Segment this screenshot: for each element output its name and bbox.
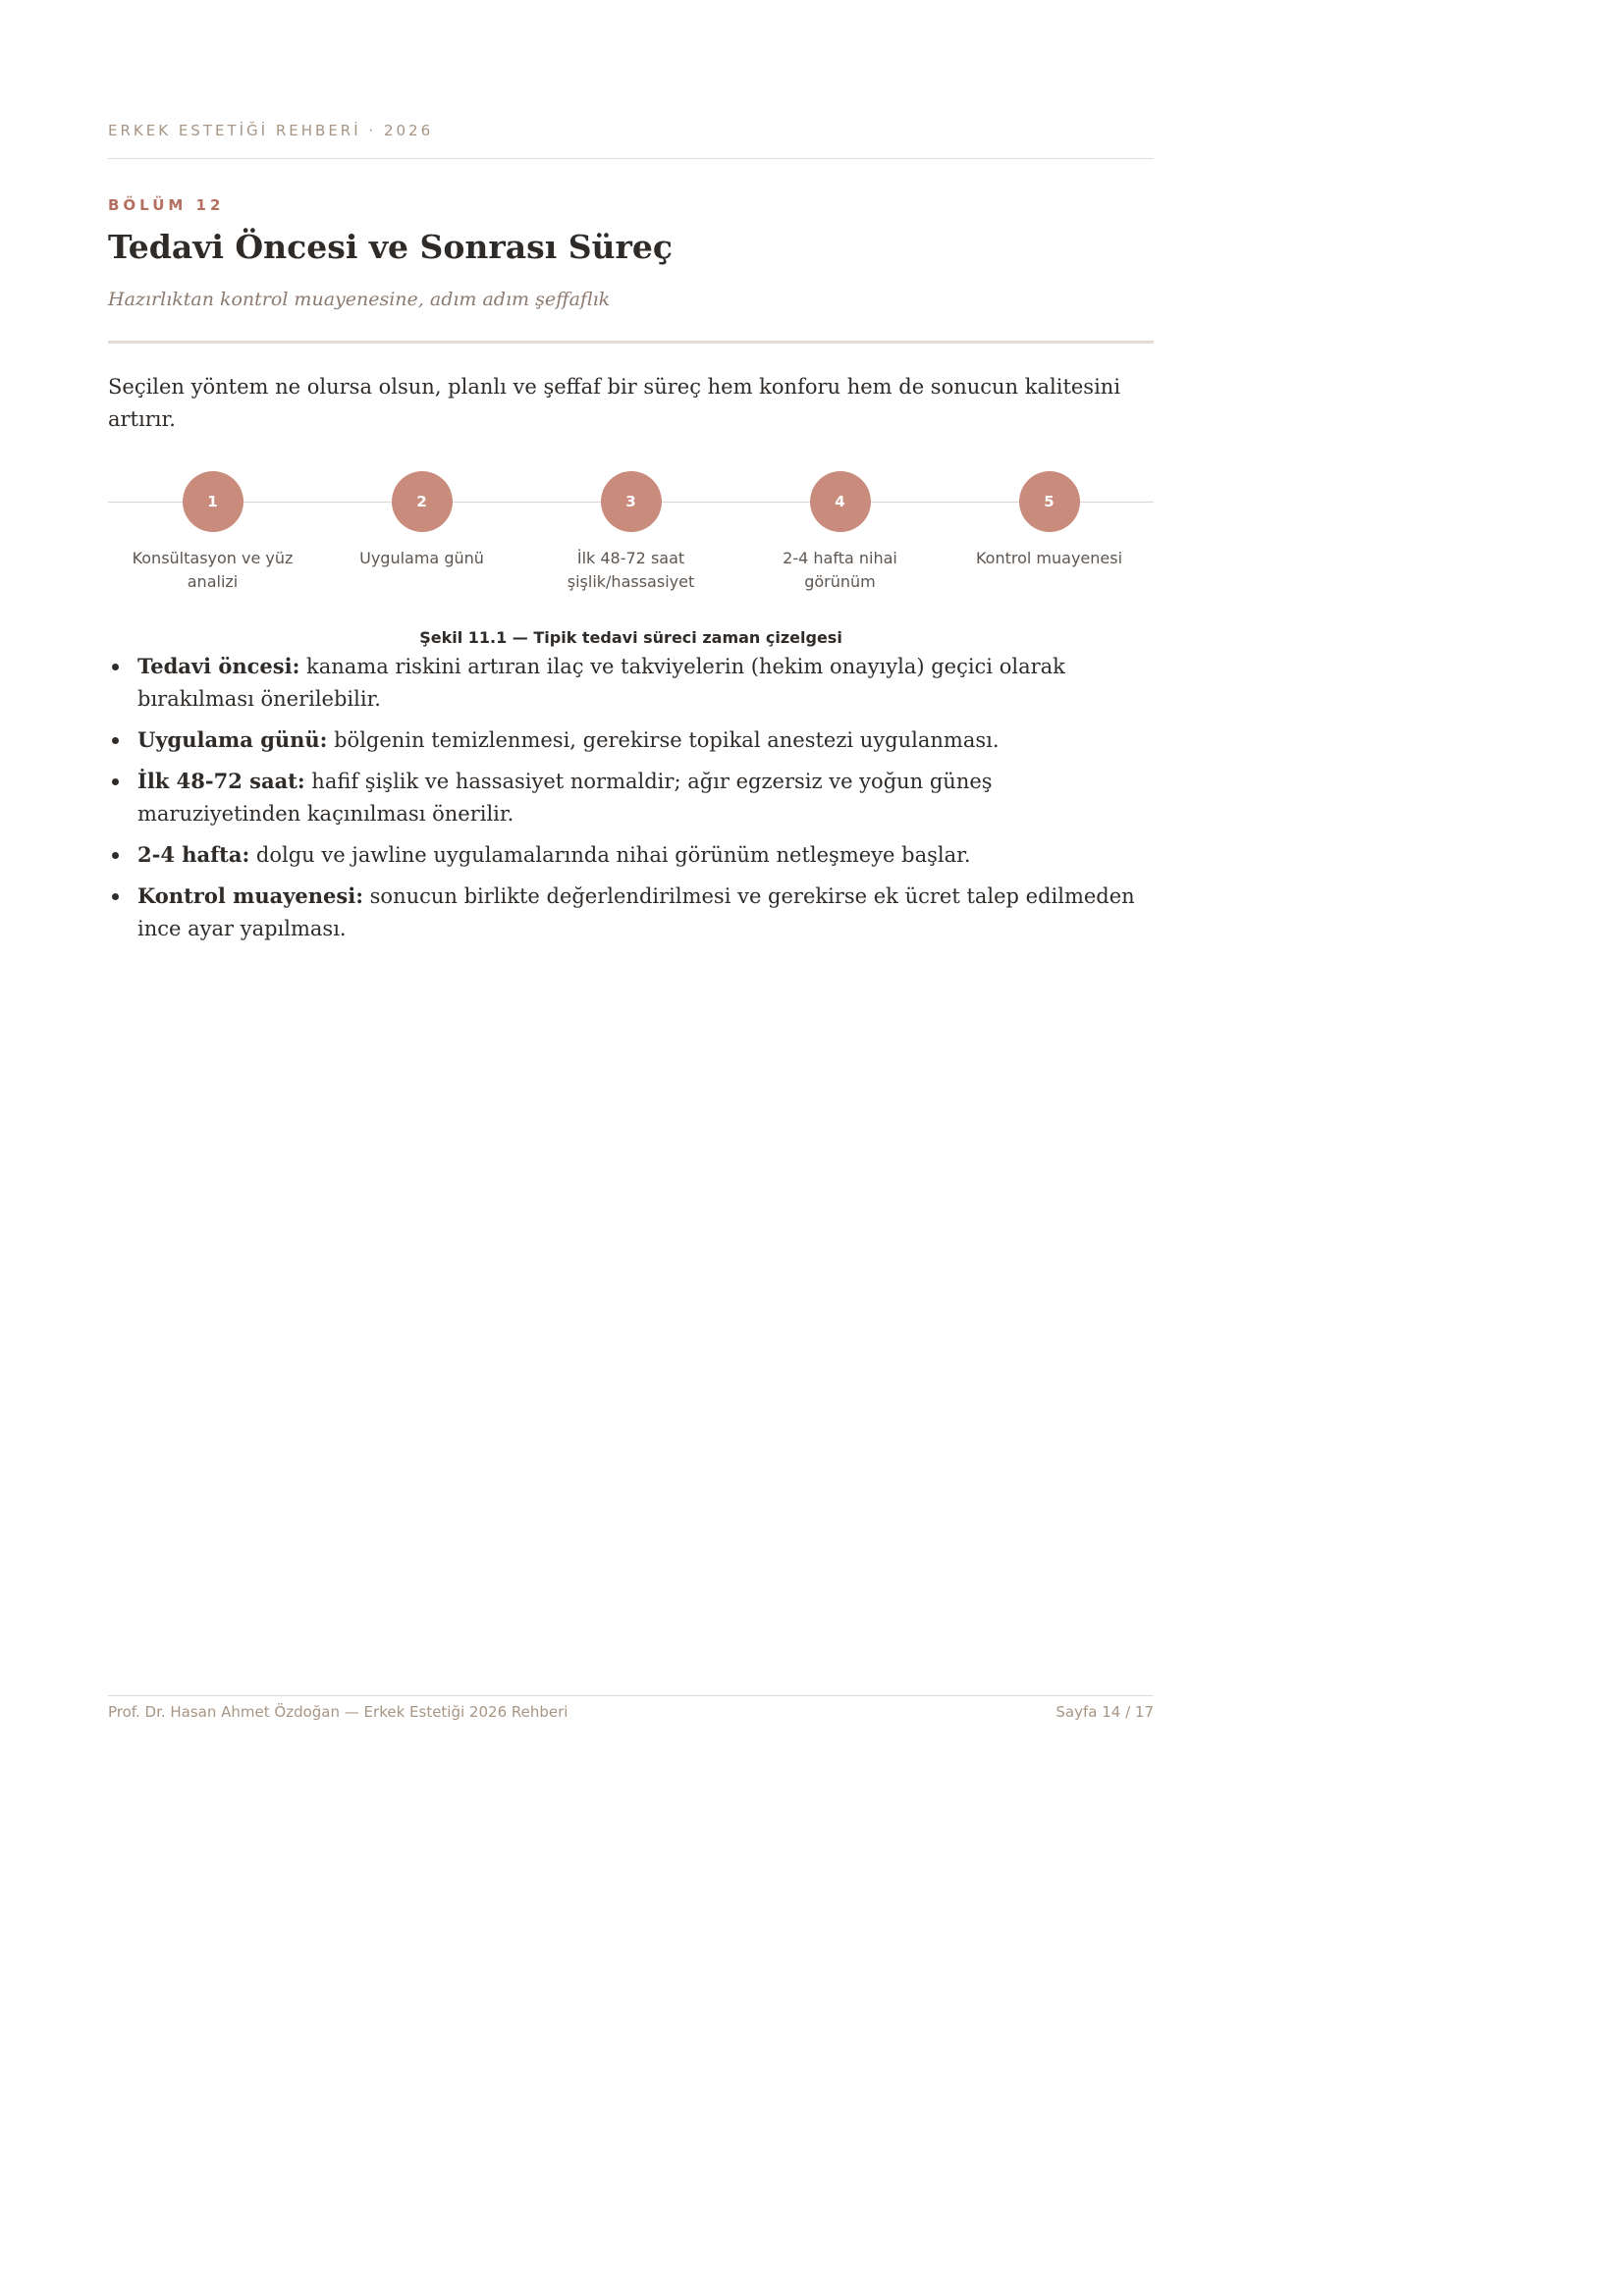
timeline-step	[317, 469, 526, 570]
page-number: Sayfa 14 / 17	[1055, 1703, 1154, 1721]
step-label: İlk 48-72 saat şişlik/hassasiyet	[567, 549, 695, 591]
step-number-badge: 4	[810, 471, 871, 532]
step-label: 2-4 hafta nihai görünüm	[783, 549, 897, 591]
list-item	[108, 880, 1154, 945]
header-divider	[108, 158, 1154, 159]
step-number-badge: 1	[183, 471, 243, 532]
bullet-text: kanama riskini artıran ilaç ve takviyelerin (hekim onayıyla) geçici olarak bırakılması önerilebilir.	[137, 655, 1065, 711]
step-label: Konsültasyon ve yüz analizi	[132, 549, 294, 591]
step-number-badge: 2	[392, 471, 453, 532]
list-item	[108, 765, 1154, 830]
step-number-badge: 3	[601, 471, 662, 532]
bullet-text: dolgu ve jawline uygulamalarında nihai görünüm netleşmeye başlar.	[249, 843, 971, 867]
footer-author: Prof. Dr. Hasan Ahmet Özdoğan — Erkek Estetiği 2026 Rehberi	[108, 1703, 568, 1721]
intro-paragraph: Seçilen yöntem ne olursa olsun, planlı ve şeffaf bir süreç hem konforu hem de sonucun kalitesini artırır.	[108, 375, 1121, 431]
figure-caption: Şekil 11.1 — Tipik tedavi süreci zaman çizelgesi	[419, 628, 842, 647]
page-title: Tedavi Öncesi ve Sonrası Süreç	[108, 228, 674, 266]
bullet-text: hafif şişlik ve hassasiyet normaldir; ağır egzersiz ve yoğun güneş maruziyetinden kaçınılması önerilir.	[137, 770, 993, 826]
process-bullet-list	[108, 650, 1154, 953]
bullet-dot-icon	[112, 778, 119, 785]
step-number-badge: 5	[1019, 471, 1080, 532]
chapter-label: BÖLÜM 12	[108, 196, 225, 214]
timeline-step	[735, 469, 945, 594]
bullet-text: bölgenin temizlenmesi, gerekirse topikal anestezi uygulanması.	[327, 728, 1000, 752]
footer-divider	[108, 1695, 1154, 1696]
list-item	[108, 838, 1154, 872]
title-divider	[108, 341, 1154, 344]
bullet-term: 2-4 hafta:	[137, 842, 250, 867]
list-item	[108, 723, 1154, 757]
page-subtitle: Hazırlıktan kontrol muayenesine, adım adım şeffaflık	[108, 289, 611, 310]
bullet-term: Kontrol muayenesi:	[137, 883, 363, 908]
bullet-dot-icon	[112, 737, 119, 744]
bullet-dot-icon	[112, 852, 119, 859]
bullet-term: Tedavi öncesi:	[137, 654, 300, 678]
timeline-step	[945, 469, 1154, 570]
running-header: ERKEK ESTETİĞİ REHBERİ · 2026	[108, 122, 434, 139]
step-label: Kontrol muayenesi	[975, 549, 1123, 567]
bullet-dot-icon	[112, 893, 119, 900]
document-page	[108, 0, 1154, 2296]
step-label: Uygulama günü	[359, 549, 484, 567]
bullet-text: sonucun birlikte değerlendirilmesi ve gerekirse ek ücret talep edilmeden ince ayar yapılması.	[137, 884, 1135, 940]
timeline-step	[108, 469, 317, 594]
bullet-dot-icon	[112, 664, 119, 670]
bullet-term: Uygulama günü:	[137, 727, 328, 752]
list-item	[108, 650, 1154, 716]
timeline-step	[526, 469, 735, 594]
process-timeline	[108, 469, 1154, 597]
bullet-term: İlk 48-72 saat:	[137, 769, 305, 793]
